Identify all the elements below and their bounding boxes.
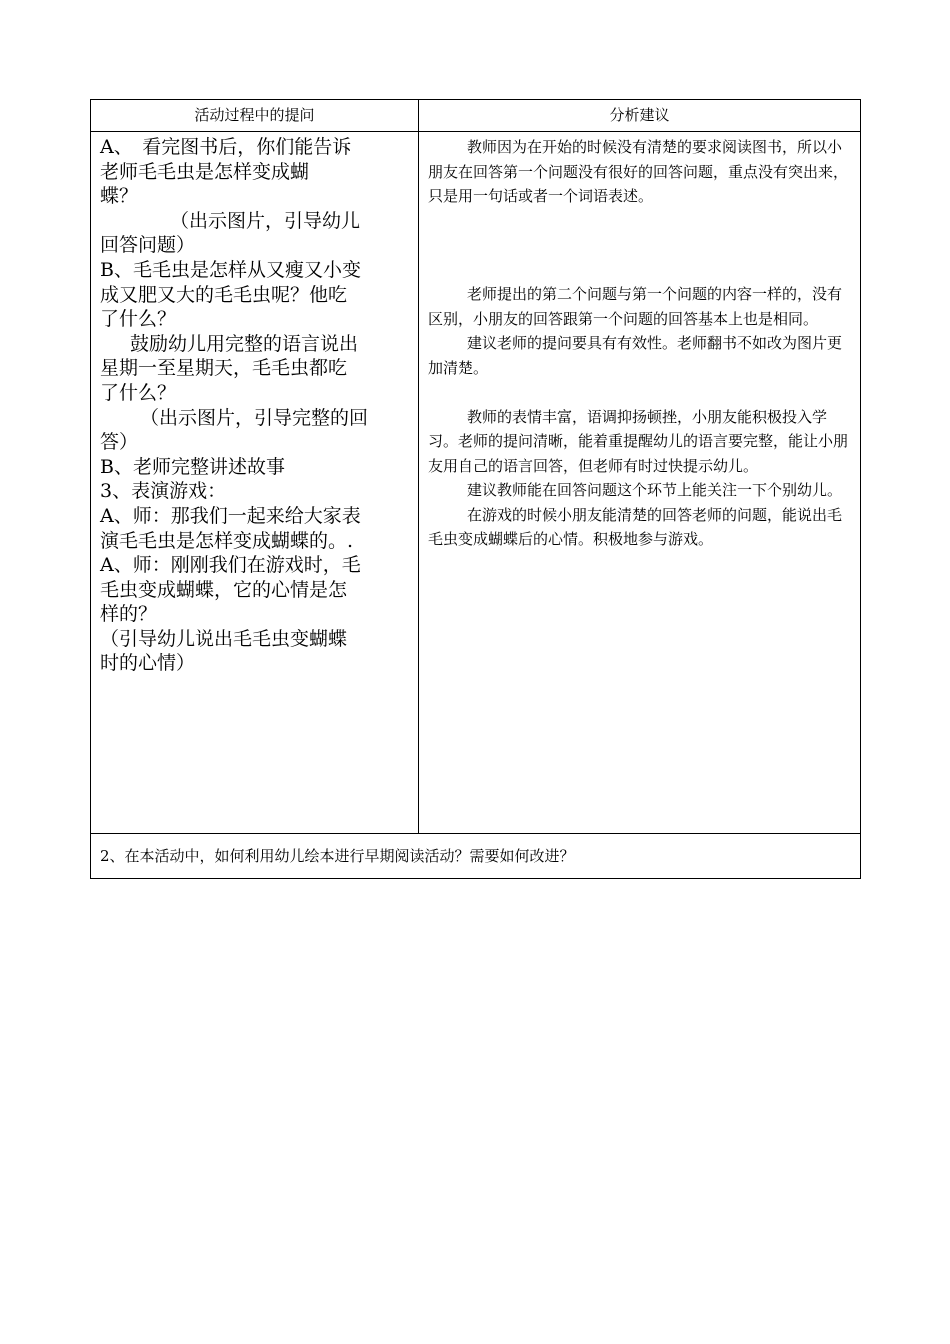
spacer	[428, 380, 852, 405]
table-footer-row	[91, 834, 861, 879]
analysis-table	[90, 99, 861, 879]
question-line: 蝶？	[100, 185, 139, 208]
question-line: A、师：那我们一起来给大家表	[100, 504, 361, 527]
analysis-paragraph: 建议老师的提问要具有有效性。老师翻书不如改为图片更加清楚。	[428, 334, 843, 377]
question-line: （出示图片，引导幼儿	[170, 209, 361, 232]
footer-question: 2、在本活动中，如何利用幼儿绘本进行早期阅读活动？需要如何改进？	[91, 834, 861, 879]
question-line: 3、表演游戏：	[100, 480, 227, 503]
question-line: 成又肥又大的毛毛虫呢？他吃	[100, 283, 348, 306]
question-line: 毛虫变成蝴蝶，它的心情是怎	[100, 578, 348, 601]
analysis-paragraph: 建议教师能在回答问题这个环节上能关注一下个别幼儿。	[467, 481, 843, 499]
question-line: （出示图片，引导完整的回	[140, 406, 369, 429]
analysis-paragraph: 在游戏的时候小朋友能清楚的回答老师的问题，能说出毛毛虫变成蝴蝶后的心情。积极地参与游戏。	[428, 505, 843, 548]
analysis-paragraph: 老师提出的第二个问题与第一个问题的内容一样的，没有区别，小朋友的回答跟第一个问题的回答基本上也是相同。	[428, 285, 843, 328]
question-line: 星期一至星期天，毛毛虫都吃	[100, 357, 348, 380]
question-line: 时的心情）	[100, 652, 196, 675]
question-line: 样的？	[100, 603, 158, 626]
analysis-cell	[419, 132, 861, 834]
header-analysis: 分析建议	[419, 100, 861, 132]
table-header-row	[91, 100, 861, 132]
question-line: 了什么？	[100, 308, 177, 331]
table-body-row	[91, 132, 861, 834]
question-line: 回答问题）	[100, 234, 196, 257]
question-line: 老师毛毛虫是怎样变成蝴	[100, 160, 310, 183]
question-line: A、 看完图书后，你们能告诉	[100, 136, 352, 158]
question-line: 答）	[100, 431, 139, 454]
question-line: （引导幼儿说出毛毛虫变蝴蝶	[100, 627, 348, 650]
analysis-paragraph: 教师的表情丰富，语调抑扬顿挫，小朋友能积极投入学习。老师的提问清晰，能着重提醒幼儿的语言要完整，能让小朋友用自己的语言回答，但老师有时过快提示幼儿。	[428, 407, 849, 475]
question-line: B、老师完整讲述故事	[100, 455, 285, 478]
question-line: B、毛毛虫是怎样从又瘦又小变	[100, 258, 361, 281]
spacer	[428, 209, 852, 283]
question-line: 了什么？	[100, 381, 177, 404]
header-questions: 活动过程中的提问	[91, 100, 419, 132]
analysis-paragraph: 教师因为在开始的时候没有清楚的要求阅读图书，所以小朋友在回答第一个问题没有很好的回答问题，重点没有突出来，只是用一句话或者一个词语表述。	[428, 138, 849, 205]
question-line: 演毛毛虫是怎样变成蝴蝶的。.	[100, 529, 354, 552]
question-line: 鼓励幼儿用完整的语言说出	[130, 332, 359, 355]
question-line: A、师：刚刚我们在游戏时，毛	[100, 554, 361, 577]
questions-cell	[91, 132, 419, 834]
